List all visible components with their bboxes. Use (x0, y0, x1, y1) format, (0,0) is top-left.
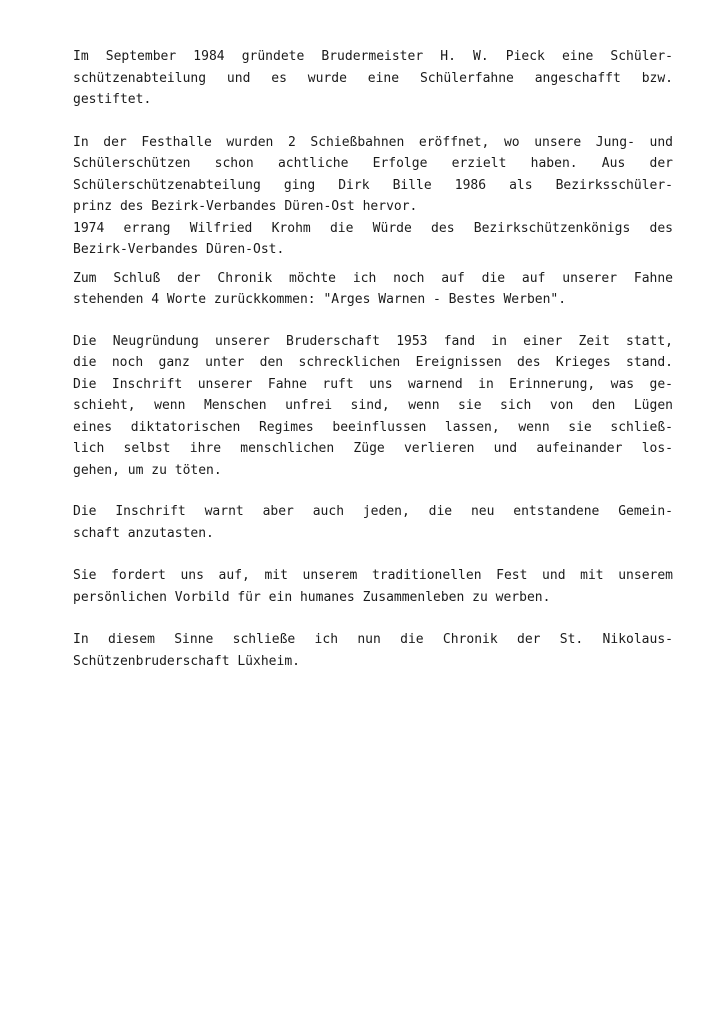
text-line: Die Inschrift warnt aber auch jeden, die neu entstandene Gemein- (73, 504, 673, 519)
text-line: schieht, wenn Menschen unfrei sind, wenn sie sich von den Lügen (73, 398, 673, 413)
text-line: Im September 1984 gründete Brudermeister H. W. Pieck eine Schüler- (73, 49, 673, 64)
text-line: persönlichen Vorbild für ein humanes Zusammenleben zu werben. (73, 589, 551, 605)
paragraph-festhalle (73, 132, 673, 261)
paragraph-schluss (73, 629, 673, 672)
text-line: stehenden 4 Worte zurückkommen: "Arges Warnen - Bestes Werben". (73, 292, 567, 307)
paragraph-neugruendung (73, 331, 673, 482)
text-line: Schützenbruderschaft Lüxheim. (73, 653, 300, 669)
text-line: gestiftet. (73, 92, 152, 107)
text-line: Die Neugründung unserer Bruderschaft 1953 fand in einer Zeit statt, (73, 333, 673, 349)
text-line: Die Inschrift unserer Fahne ruft uns warnend in Erinnerung, was ge- (73, 376, 673, 392)
text-line: eines diktatorischen Regimes beeinflussen lassen, wenn sie schließ- (73, 419, 673, 435)
paragraph-fordert-uns-auf (73, 565, 673, 608)
text-line: die noch ganz unter den schrecklichen Ereignissen des Krieges stand. (73, 355, 673, 370)
text-line: Bezirk-Verbandes Düren-Ost. (73, 242, 285, 257)
text-line: Zum Schluß der Chronik möchte ich noch auf die auf unserer Fahne (73, 270, 673, 286)
text-line: lich selbst ihre menschlichen Züge verlieren und aufeinander los- (73, 441, 673, 456)
text-line: Schülerschützen schon achtliche Erfolge erzielt haben. Aus der (73, 156, 673, 171)
text-line: In der Festhalle wurden 2 Schießbahnen eröffnet, wo unsere Jung- und (73, 134, 673, 150)
text-line: 1974 errang Wilfried Krohm die Würde des Bezirkschützenkönigs des (73, 220, 673, 236)
text-line: In diesem Sinne schließe ich nun die Chronik der St. Nikolaus- (73, 632, 673, 647)
document-body (73, 46, 673, 672)
paragraph-inschrift-warnt (73, 501, 673, 544)
text-line: prinz des Bezirk-Verbandes Düren-Ost hervor. (73, 199, 418, 214)
text-line: Sie fordert uns auf, mit unserem traditionellen Fest und mit unserem (73, 568, 673, 583)
paragraph-schueler-abteilung (73, 46, 673, 111)
text-line: schaft anzutasten. (73, 525, 214, 541)
text-line: gehen, um zu töten. (73, 462, 222, 478)
text-line: Schülerschützenabteilung ging Dirk Bille 1986 als Bezirksschüler- (73, 177, 673, 193)
paragraph-fahne-worte (73, 268, 673, 311)
text-line: schützenabteilung und es wurde eine Schülerfahne angeschafft bzw. (73, 70, 673, 86)
